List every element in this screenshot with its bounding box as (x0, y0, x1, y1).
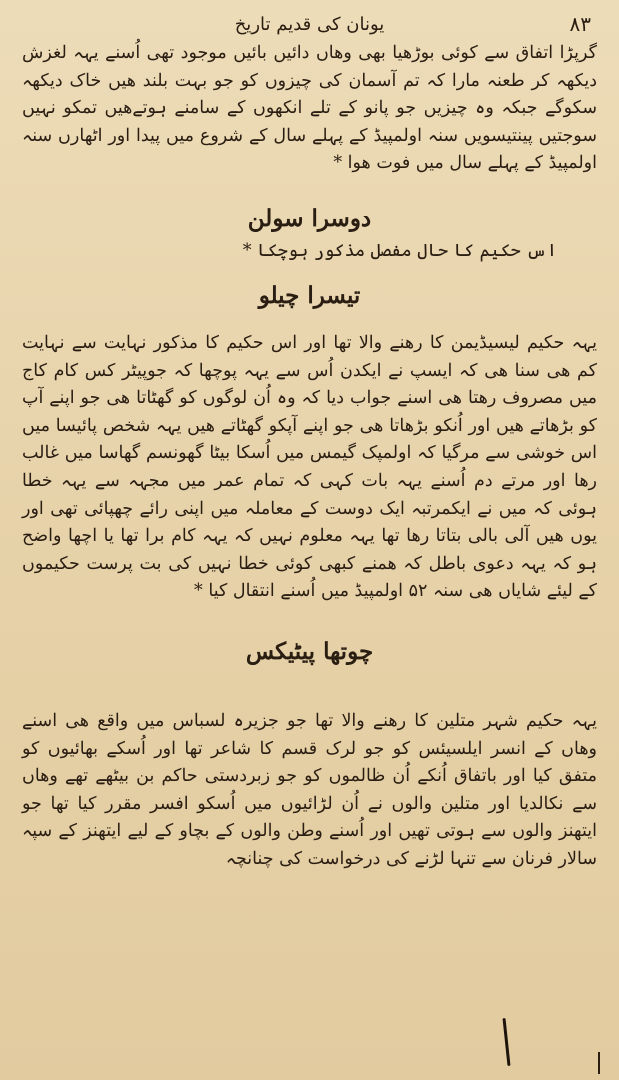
margin-mark (598, 1052, 600, 1074)
paragraph-continuation: گرپڑا اتفاق سے کوئی بوڑھیا بھی وھاں دائیں بائیں موجود تھی اُسنے یہہ لغزش دیکھہ کر طعنہ مارا کہ تم آسمان کی چیزوں کو جو بہت بلند ھیں خاک دیکھہ سکوگے جبکہ وہ چیزیں جو پانو کے تلے انکھوں کے سامنے ہوتےھیں تمکو نہیں سوجتیں پینتیسویں سنہ اولمپیڈ کے پہلے سال کے شروع میں پیدا اور اٹھارں سنہ اولمپیڈ کے پہلے سال میں فوت ھوا * (22, 43, 597, 174)
paragraph-pittacus: یہہ حکیم شہر متلین کا رھنے والا تھا جو جزیرہ لسباس میں واقع ھی اسنے وھاں کے انسر ایلسیئس کو جو لرک قسم کا شاعر تھا اور اُسکے بھائیوں کو متفق کیا اور باتفاق اُنکے اُن ظالموں کو جو زبردستی حاکم بن بیٹھے تھے وھاں سے نکالدیا اور متلین والوں نے اُن لڑائیوں میں اُسکو افسر مقرر کیا تھا جو ایتھنز والوں سے ہوتی تھیں اور اُسنے وطن والوں کے بچاو کے لیے ایتھنز کے سپہ سالار فرنان سے تنہا لڑنے کی درخواست کی چنانچہ (22, 710, 597, 869)
page-number: ۸۳ (569, 12, 591, 36)
page-header (22, 10, 597, 40)
section-heading-pittacus: چوتھا پیٹیکس (245, 637, 374, 665)
page-body (22, 40, 597, 873)
section-heading-solon: دوسرا سولن (247, 204, 372, 232)
solon-note: اس حکیم کا حال مفصل مذکور ہوچکا * (242, 240, 557, 261)
ink-pen-mark (502, 1018, 510, 1066)
paragraph-chilo: یہہ حکیم لیسیڈیمن کا رھنے والا تھا اور اس حکیم کا مذکور نہایت سے نہایت کم ھی سنا ھی کہ ایسپ نے ایکدن اُس سے یہہ پوچھا کہ جوپیٹر کس کام کاج میں مصروف رھتا ھی اسنے جواب دیا کہ وہ اُن لوگوں کو گھٹاتا ھی جو اپنے آپ کو بڑھاتے ھیں اور اُنکو بڑھاتا ھی جو اپنے آپکو گھٹاتے ھیں یہہ شخص پائیسا میں اس خوشی سے مرگیا کہ اولمپک گیمس میں اُسکا بیٹا گھونسم گھاسا میں غالب رھا اور مرتے دم اُسنے یہہ بات کہی کہ تمام عمر میں مجہہ سے یہہ خطا ہوئی کہ میں نے ایکمرتبہ ایک دوست کے معاملہ میں اپنی رائے چھپائی تھی اور یوں ھیں آلی بالی بتاتا رھا تھا یہہ معلوم نہیں کہ یہہ کام برا تھا یا اچھا واضح ہو کہ یہہ دعوی باطل کہ ھمنے کبھی کوئی خطا نہیں کی بت پرست حکیموں کے لیئے شایاں ھی سنہ ۵۲ اولمپیڈ میں اُسنے انتقال کیا * (22, 332, 597, 602)
section-heading-chilo: تیسرا چیلو (258, 281, 361, 309)
running-title: یونان کی قدیم تاریخ (234, 14, 385, 35)
